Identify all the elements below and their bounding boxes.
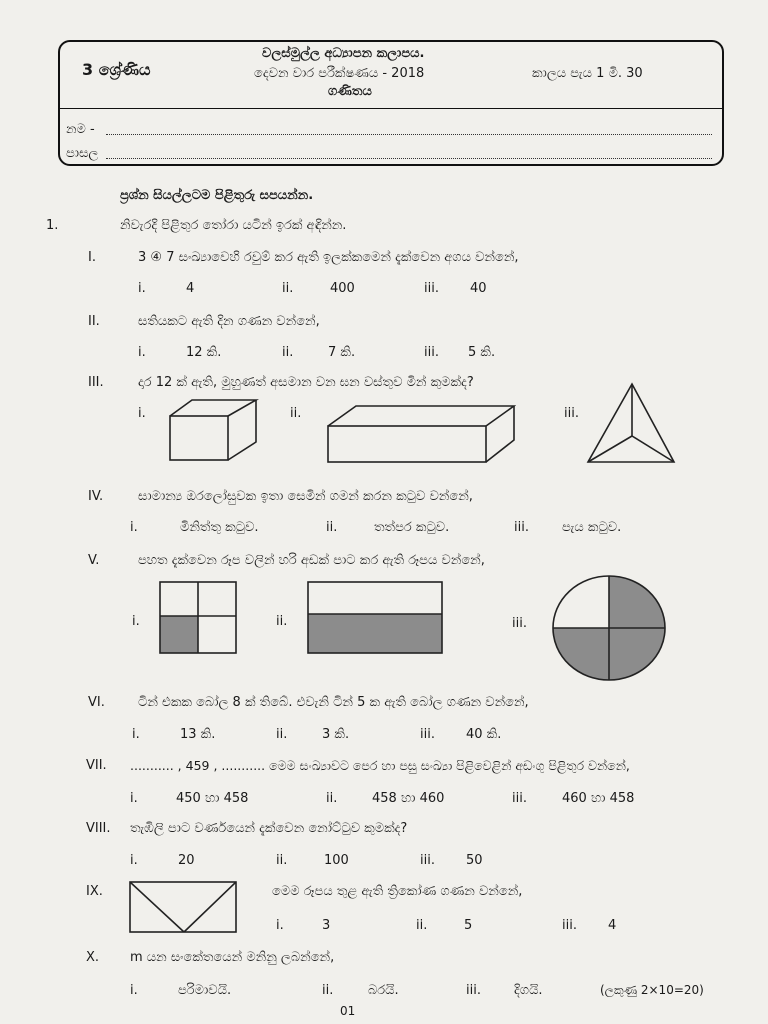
q1-text: 3 ④ 7 සංඛ්‍යාවෙහි රවුම් කර ඇති ඉලක්කමෙන් දැක්වෙන අගය වන්නේ,	[138, 250, 519, 265]
q10-opt2-label: ii.	[322, 983, 334, 998]
q8-opt3-label: iii.	[420, 853, 435, 868]
question-number: 1.	[46, 218, 59, 233]
q1-opt2[interactable]: 400	[330, 281, 355, 296]
q9-opt3[interactable]: 4	[608, 918, 617, 933]
q4-opt2-label: ii.	[326, 520, 338, 535]
q10-opt3[interactable]: දිගයි.	[514, 983, 543, 998]
q10-opt1-label: i.	[130, 983, 138, 998]
q9-opt2-label: ii.	[416, 918, 428, 933]
q5-opt3-label: iii.	[512, 616, 527, 631]
q6-opt2[interactable]: 3 කි.	[322, 727, 350, 742]
q2-text: සතියකට ඇති දින ගණන වන්නේ,	[138, 314, 320, 329]
triangles-rectangle-figure	[128, 880, 240, 936]
square-quarters-shape[interactable]	[158, 580, 240, 656]
q7-opt2-label: ii.	[326, 791, 338, 806]
cube-shape[interactable]	[166, 398, 262, 464]
q2-opt2[interactable]: 7 කි.	[328, 345, 356, 360]
q9-text: මෙම රූපය තුළ ඇති ත්‍රිකෝණ ගණන වන්නේ,	[272, 884, 523, 899]
q2-opt1[interactable]: 12 කි.	[186, 345, 222, 360]
q5-num: V.	[88, 553, 100, 568]
question-intro: නිවැරදි පිළිතුර තෝරා යටින් ඉරක් අඳින්න.	[120, 218, 347, 233]
q8-opt2-label: ii.	[276, 853, 288, 868]
q4-num: IV.	[88, 489, 104, 504]
q7-opt1-label: i.	[130, 791, 138, 806]
q7-opt2[interactable]: 458 හා 460	[372, 791, 445, 806]
q6-num: VI.	[88, 695, 105, 710]
q9-opt2[interactable]: 5	[464, 918, 473, 933]
school-field[interactable]	[106, 158, 712, 159]
q4-opt1-label: i.	[130, 520, 138, 535]
q7-text: ........... , 459 , ........... මෙම සංඛ්‍යාවට පෙර හා පසු සංඛ්‍යා පිළිවෙළින් අඩංගු පිළිතුර වන්නේ,	[130, 758, 630, 773]
circle-quarters-shape[interactable]	[550, 574, 668, 682]
subject-title: ගණිතය	[328, 84, 372, 99]
rectangle-half-shape[interactable]	[306, 580, 444, 656]
q3-opt1-label: i.	[138, 406, 146, 421]
q4-opt2[interactable]: තත්පර කටුව.	[374, 520, 450, 535]
q6-opt3[interactable]: 40 කි.	[466, 727, 502, 742]
q3-opt3-label: iii.	[564, 406, 579, 421]
q1-opt1-label: i.	[138, 281, 146, 296]
q9-opt1[interactable]: 3	[322, 918, 331, 933]
q8-opt1[interactable]: 20	[178, 853, 195, 868]
q2-opt1-label: i.	[138, 345, 146, 360]
pyramid-shape[interactable]	[586, 382, 678, 466]
q8-text: තැඹිලි පාට වර්ණයෙන් දැක්වෙන නෝට්ටුව කුමක්ද?	[130, 821, 408, 836]
instruction: ප්‍රශ්න සියල්ලටම පිළිතුරු සපයන්න.	[120, 188, 314, 203]
name-label: නම -	[66, 122, 95, 137]
q5-opt1-label: i.	[132, 614, 140, 629]
cuboid-shape[interactable]	[326, 404, 516, 466]
school-label: පාසල	[66, 146, 99, 161]
q7-opt1[interactable]: 450 හා 458	[176, 791, 249, 806]
q6-opt2-label: ii.	[276, 727, 288, 742]
zone-title: වලස්මුල්ල අධ්‍යාපන කලාපය.	[262, 46, 425, 61]
name-field[interactable]	[106, 134, 712, 135]
q9-opt1-label: i.	[276, 918, 284, 933]
exam-title: දෙවන වාර පරීක්ෂණය - 2018	[254, 66, 425, 81]
grade-label: 3 ශ්‍රේණිය	[82, 60, 151, 79]
q10-text: m යන සංකේතයෙන් මනිනු ලබන්නේ,	[130, 950, 335, 965]
q3-opt2-label: ii.	[290, 406, 302, 421]
q6-opt1[interactable]: 13 කි.	[180, 727, 216, 742]
q8-num: VIII.	[86, 821, 111, 836]
q3-text: දාර 12 ක් ඇති, මුහුණත් අසමාන වන ඝන වස්තුව මින් කුමක්ද?	[138, 375, 474, 390]
q4-text: සාමාන්‍ය ඔරලෝසුවක ඉතා සෙමින් ගමන් කරන කටුව වන්නේ,	[138, 489, 473, 504]
q10-opt3-label: iii.	[466, 983, 481, 998]
q6-text: ටින් එකක බෝල 8 ක් තිබේ. එවැනි ටින් 5 ක ඇති බෝල ගණන වන්නේ,	[138, 695, 529, 710]
q1-num: I.	[88, 250, 96, 265]
q3-num: III.	[88, 375, 104, 390]
q10-opt2[interactable]: බරයි.	[368, 983, 399, 998]
q1-opt3-label: iii.	[424, 281, 439, 296]
q8-opt2[interactable]: 100	[324, 853, 349, 868]
marks-note: (ලකුණු 2×10=20)	[600, 983, 704, 997]
q10-opt1[interactable]: පරිමාවයි.	[178, 983, 232, 998]
q4-opt1[interactable]: මිනිත්තු කටුව.	[180, 520, 259, 535]
page-number: 01	[340, 1004, 356, 1018]
q5-opt2-label: ii.	[276, 614, 288, 629]
time-label: කාලය පැය 1 මි. 30	[532, 66, 643, 81]
header-separator	[60, 108, 722, 109]
q6-opt3-label: iii.	[420, 727, 435, 742]
q7-opt3[interactable]: 460 හා 458	[562, 791, 635, 806]
q2-opt2-label: ii.	[282, 345, 294, 360]
q8-opt1-label: i.	[130, 853, 138, 868]
q2-opt3-label: iii.	[424, 345, 439, 360]
q1-opt3[interactable]: 40	[470, 281, 487, 296]
q5-text: පහත දැක්වෙන රූප වලින් හරි අඩක් පාට කර ඇති රූපය වන්නේ,	[138, 553, 485, 568]
q1-opt2-label: ii.	[282, 281, 294, 296]
q6-opt1-label: i.	[132, 727, 140, 742]
q4-opt3-label: iii.	[514, 520, 529, 535]
q4-opt3[interactable]: පැය කටුව.	[562, 520, 622, 535]
q9-opt3-label: iii.	[562, 918, 577, 933]
q9-num: IX.	[86, 884, 103, 899]
q2-opt3[interactable]: 5 කි.	[468, 345, 496, 360]
q2-num: II.	[88, 314, 100, 329]
q10-num: X.	[86, 950, 100, 965]
q8-opt3[interactable]: 50	[466, 853, 483, 868]
q1-opt1[interactable]: 4	[186, 281, 195, 296]
q7-opt3-label: iii.	[512, 791, 527, 806]
q7-num: VII.	[86, 758, 107, 773]
